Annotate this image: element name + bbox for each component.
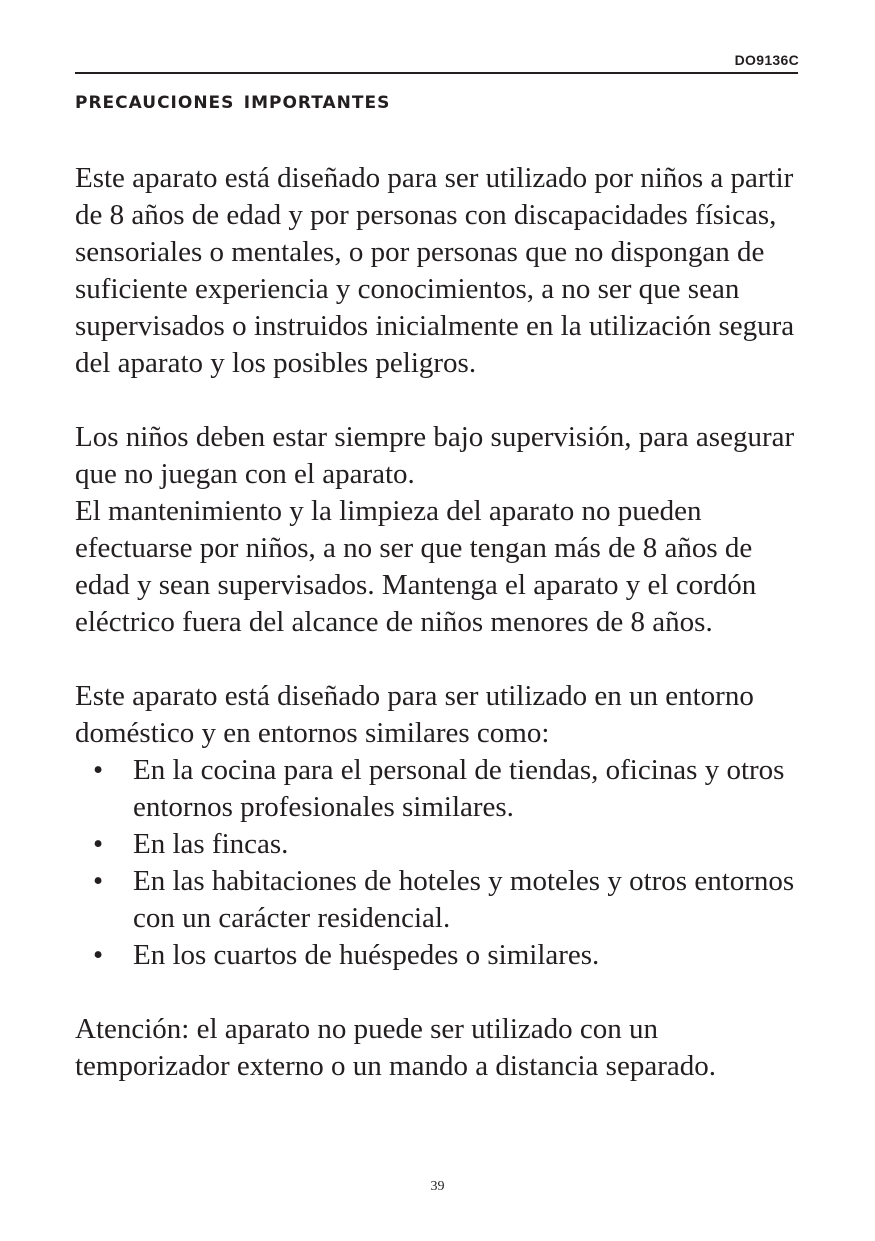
paragraph-maintenance: El mantenimiento y la limpieza del aparato no pueden efectuarse por niños, a no ser que tengan más de 8 años de edad y sean supervisados. Mantenga el aparato y el cordón eléctrico fuera del alcance de niños menores de 8 años.	[75, 495, 757, 638]
paragraph-capacity: Este aparato está diseñado para ser utilizado por niños a partir de 8 años de edad y por personas con discapacidades físicas, sensoriales o mentales, o por personas que no dispongan de suficiente experiencia y conocimientos, a no ser que sean supervisados o instruidos inicialmente en la utilización segura del aparato y los posibles peligros.	[75, 162, 795, 379]
list-item-text: En los cuartos de huéspedes o similares.	[133, 939, 600, 971]
paragraph-gap	[75, 974, 805, 1011]
paragraph-gap	[75, 382, 805, 419]
bullet-icon: •	[93, 754, 104, 786]
list-item	[75, 826, 805, 863]
body-content	[75, 160, 805, 1085]
list-item-text: En las fincas.	[133, 828, 289, 860]
list-item	[75, 937, 805, 974]
paragraph-warning: Atención: el aparato no puede ser utilizado con un temporizador externo o un mando a distancia separado.	[75, 1013, 716, 1082]
page-number: 39	[430, 1179, 445, 1194]
paragraph-intended-use: Este aparato está diseñado para ser utilizado en un entorno doméstico y en entornos similares como:	[75, 680, 754, 749]
header-rule	[75, 72, 798, 74]
bullet-icon: •	[93, 828, 104, 860]
bullet-list	[75, 752, 805, 974]
list-item-text: En la cocina para el personal de tiendas, oficinas y otros entornos profesionales similares.	[133, 754, 785, 823]
paragraph-supervision: Los niños deben estar siempre bajo supervisión, para asegurar que no juegan con el aparato.	[75, 421, 795, 490]
model-code: DO9136C	[734, 52, 799, 68]
list-item-text: En las habitaciones de hoteles y moteles y otros entornos con un carácter residencial.	[133, 865, 795, 934]
bullet-icon: •	[93, 865, 104, 897]
list-item	[75, 752, 805, 826]
list-item	[75, 863, 805, 937]
page-title: precauciones importantes	[75, 86, 391, 114]
paragraph-gap	[75, 641, 805, 678]
bullet-icon: •	[93, 939, 104, 971]
